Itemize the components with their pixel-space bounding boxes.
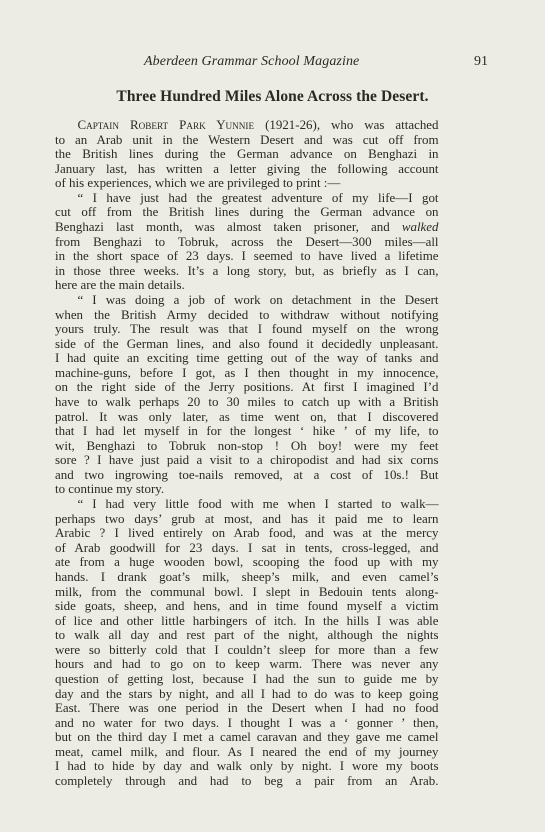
text-segment: Benghazi last month, was almost taken prisoner, and (55, 220, 402, 235)
text-segment: to walk all day and rest part of the night, although the nights (55, 628, 439, 643)
text-segment: wit, Benghazi to Tobruk non-stop ! Oh boy! were my feet (55, 438, 439, 453)
text-segment: of Arab goodwill for 23 days. I sat in tents, cross-legged, and (55, 540, 439, 555)
text-segment: question of getting lost, because I had the sun to guide me by (55, 671, 439, 686)
text-segment: walked (401, 220, 439, 235)
text-line (55, 716, 439, 731)
text-segment: from Benghazi to Tobruk, across the Desert—300 miles—all (55, 234, 439, 249)
text-segment: on the right side of the Jerry positions. At first I imagined I’d (55, 380, 439, 395)
text-line (55, 759, 439, 774)
text-segment: have to walk perhaps 20 to 30 miles to catch up with a British (55, 394, 439, 409)
text-segment: in those three weeks. It’s a long story, but, as briefly as I can, (55, 263, 439, 278)
text-line (55, 410, 439, 425)
text-segment: I had quite an exciting time getting out of the way of tanks and (55, 351, 439, 366)
text-segment: side goats, sheep, and hens, and in time found myself a victim (55, 599, 439, 614)
text-line (55, 468, 439, 483)
article-body (55, 118, 439, 789)
text-line (55, 220, 439, 235)
text-segment: “ I have just had the greatest adventure of my life—I got (77, 190, 439, 205)
text-line (55, 118, 439, 133)
text-segment: here are the main details. (55, 278, 185, 293)
text-line (55, 235, 439, 250)
text-line (55, 555, 439, 570)
text-segment: to continue my story. (55, 482, 165, 497)
text-line (55, 687, 439, 702)
text-line (55, 745, 439, 760)
text-segment: sore ? I have just paid a visit to a chiropodist and had six corns (55, 453, 439, 468)
running-title: Aberdeen Grammar School Magazine (144, 54, 360, 69)
text-line (55, 337, 439, 352)
text-segment: were so bitterly cold that I couldn’t sleep for more than a few (55, 642, 439, 657)
text-line (55, 278, 439, 293)
text-line (55, 599, 439, 614)
text-line (55, 585, 439, 600)
text-line (55, 308, 439, 323)
text-line (55, 526, 439, 541)
text-segment: hours and had to go on to keep warm. There was never any (55, 657, 439, 672)
text-segment: “ I had very little food with me when I started to walk— (77, 497, 439, 512)
article-title: Three Hundred Miles Alone Across the Desert. (116, 88, 429, 105)
text-segment: to an Arab unit in the Western Desert and was cut off from (55, 132, 439, 147)
text-line (55, 512, 439, 527)
text-segment: I had to hide by day and walk only by night. I wore my boots (55, 759, 439, 774)
text-segment: of his experiences, which we are privileged to print :— (55, 176, 341, 191)
text-line (55, 380, 439, 395)
text-line (55, 205, 439, 220)
text-segment: when the British Army decided to withdraw without notifying (55, 307, 439, 322)
text-segment: but on the third day I met a camel caravan and they gave me camel (55, 730, 439, 745)
text-line (55, 570, 439, 585)
text-line (55, 322, 439, 337)
text-segment: and no water for two days. I thought I was a ‘ gonner ’ then, (55, 715, 439, 730)
text-segment: ate from a huge wooden bowl, scooping the food up with my (55, 555, 439, 570)
text-segment: milk, from the communal bowl. I slept in Bedouin tents along- (55, 584, 439, 599)
text-line (55, 162, 439, 177)
text-segment: meat, camel milk, and flour. As I neared the end of my journey (55, 744, 439, 759)
text-line (55, 672, 439, 687)
text-line (55, 191, 439, 206)
text-segment: perhaps two days’ grub at most, and has it paid me to learn (55, 511, 439, 526)
text-line (55, 614, 439, 629)
text-segment: Arabic ? I lived entirely on Arab food, and was at the mercy (55, 526, 439, 541)
text-line (55, 628, 439, 643)
text-line (55, 147, 439, 162)
text-segment: and two ingrowing toe-nails removed, at a cost of 10s.! But (55, 467, 439, 482)
text-line (55, 395, 439, 410)
text-line (55, 249, 439, 264)
text-segment: hands. I drank goat’s milk, sheep’s milk, and even camel’s (55, 569, 439, 584)
text-line (55, 482, 439, 497)
text-segment: Captain Robert Park Yunnie (77, 118, 255, 132)
text-line (55, 133, 439, 148)
text-line (55, 351, 439, 366)
text-line (55, 176, 439, 191)
text-line (55, 657, 439, 672)
text-line (55, 701, 439, 716)
text-line (55, 541, 439, 556)
text-segment: that I had let myself in for the longest ‘ hike ’ of my life, to (55, 424, 439, 439)
text-segment: side of the German lines, and also found it decidedly unpleasant. (55, 336, 439, 351)
text-line (55, 453, 439, 468)
text-line (55, 439, 439, 454)
text-segment: January last, has written a letter giving the following account (55, 161, 439, 176)
text-segment: machine-guns, before I got, as I then thought in my innocence, (55, 365, 439, 380)
text-segment: East. There was one period in the Desert when I had no food (55, 701, 439, 716)
text-line (55, 424, 439, 439)
text-line (55, 366, 439, 381)
page-number: 91 (474, 54, 488, 69)
text-segment: of lice and other little harbingers of itch. In the hills I was able (55, 613, 439, 628)
text-segment: yours truly. The result was that I found myself on the wrong (55, 322, 439, 337)
text-segment: “ I was doing a job of work on detachment in the Desert (77, 292, 439, 307)
text-segment: patrol. It was only later, as time went on, that I discovered (55, 409, 439, 424)
text-line (55, 774, 439, 789)
text-line (55, 643, 439, 658)
text-line (55, 264, 439, 279)
text-line (55, 730, 439, 745)
text-segment: completely through and had to beg a pair from an Arab. (55, 774, 439, 789)
text-segment: the British lines during the German advance on Benghazi in (55, 147, 439, 162)
text-segment: cut off from the British lines during the German advance on (55, 205, 439, 220)
text-segment: (1921-26), who was attached (254, 118, 439, 132)
text-line (55, 497, 439, 512)
text-line (55, 293, 439, 308)
text-segment: in the short space of 23 days. I seemed to have lived a lifetime (55, 249, 439, 264)
text-segment: day and the stars by night, and all I had to do was to keep going (55, 686, 439, 701)
running-head (60, 54, 490, 72)
